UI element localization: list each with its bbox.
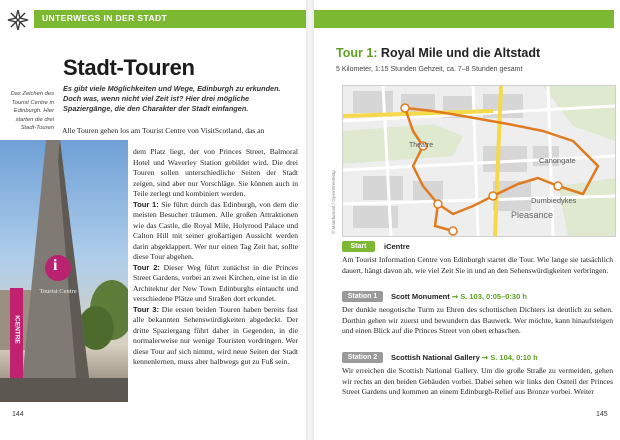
map-label-dumbiedykes: Dumbiedykes — [531, 196, 577, 205]
tour-title — [336, 46, 540, 60]
tour1-label: Tour 1: — [133, 199, 159, 209]
map-label-theatre: Theatre — [409, 142, 434, 149]
banner-text: iCENTRE — [13, 315, 21, 344]
tour3-label: Tour 3: — [133, 304, 159, 314]
photo-caption: Das Zeichen des Tourist Centre in Edinburgh. Hier starten die drei Stadt-Touren — [10, 91, 54, 132]
station1-text: Der dunkle neogotische Turm zu Ehren des schottischen Dichters ist deutlich zu sehen. Dorthin gehen wir zuerst und bewundern das Bauwerk. Wer möchte, kann hinaufsteigen und einen Blick auf die Princes Street von oben erhaschen. — [342, 305, 613, 335]
station2-text: Wir erreichen die Scottish National Gallery. Um die große Straße zu vermeiden, gehen wir rechts an den beiden Gebäuden vorbei. Dabei sehen wir links den Ostteil der Princes Street Gardens und kommen an einem Edinburgh-Relief aus Bronze vorbei. Weiter — [342, 366, 613, 396]
section-label: UNTERWEGS IN DER STADT — [42, 13, 168, 23]
map-label-canongate: Canongate — [539, 156, 576, 165]
station1-title: Scott Monument — [391, 292, 450, 301]
station1-ref: ➞ S. 103, 0:05–0:30 h — [449, 292, 527, 301]
page-number-left: 144 — [12, 411, 24, 418]
map-credit — [328, 140, 338, 235]
station1-badge: Station 1 — [342, 291, 383, 302]
right-page — [314, 0, 620, 440]
lead-paragraph — [62, 126, 298, 137]
left-page — [0, 0, 306, 440]
station2-ref: ➞ S. 104, 0:10 h — [479, 353, 538, 362]
station2-badge: Station 2 — [342, 352, 383, 363]
start-text: Am Tourist Information Centre von Edinburgh startet die Tour. Wie lange sie tatsächlich dauert, hängt davon ab, wie viel Zeit Sie in und an den Sehenswürdigkeiten verbringen. — [342, 255, 613, 275]
tour2-label: Tour 2: — [133, 262, 160, 272]
page-title: Stadt-Touren — [63, 55, 195, 80]
tour1-paragraph — [133, 200, 298, 263]
map-credit-text: © Mairdumont / OpenStreetMap — [331, 170, 336, 234]
lead-text: Alle Touren gehen los am Tourist Centre von VisitScotland, das an — [62, 126, 265, 135]
tour-map[interactable] — [342, 85, 616, 237]
tour-name: Royal Mile und die Altstadt — [377, 46, 541, 60]
guidebook-logo-icon — [6, 8, 30, 32]
tour2-text: Dieser Weg führt zunächst in die Princes Street Gardens, vorbei an zwei Kirchen, eine ist in die Architektur der New Town Edinburghs eintaucht und verschiedene Plätze und Straßen dort erkundet. — [133, 262, 298, 303]
tour2-paragraph — [133, 263, 298, 305]
page-number-right: 145 — [596, 411, 608, 418]
start-name: iCentre — [384, 242, 410, 251]
tour-number: Tour 1: — [336, 46, 378, 60]
sign-letter: i — [53, 257, 58, 274]
sign-text: Tourist Centre — [39, 288, 77, 295]
station2-name — [391, 352, 538, 363]
map-label-pleasance: Pleasance — [511, 210, 554, 220]
station1-name — [391, 291, 527, 302]
section-header-bar — [34, 10, 306, 28]
tourist-centre-photo — [0, 140, 128, 402]
tour1-text: Sie führt durch das Edinburgh, von dem die meisten Besucher träumen. Alle großen Attraktionen wie das Castle, die Royal Mile, Holyrood Palace und Calton Hill mit seiner großartigen Aussicht werden darin abgeklappert. Wer nur einen Tag Zeit hat, sollte diese Tour abgehen. — [133, 199, 298, 261]
tour3-text: Die ersten beiden Touren haben bereits fast alle bekannten Sehenswürdigkeiten abgedeckt. Der dritte Spaziergang führt daher in Gegenden, in die normalerweise nur wenige Touristen vordringen. Wer diese Tour auf sich nimmt, wird neue Seiten der Stadt kennenlernen, muss aber halbwegs gut zu Fuß sein. — [133, 304, 298, 366]
intro-text: Es gibt viele Möglichkeiten und Wege, Edinburgh zu erkunden. Doch was, wenn nicht viel Zeit ist? Hier drei mögliche Spaziergänge, die den Charakter der Stadt einfangen. — [63, 84, 281, 113]
tour-meta: 5 Kilometer, 1:15 Stunden Gehzeit, ca. 7–8 Stunden gesamt — [336, 66, 523, 73]
station2-title: Scottish National Gallery — [391, 353, 480, 362]
section-header-bar-right — [314, 10, 614, 28]
book-gutter — [306, 0, 314, 440]
body-intro: dem Platz liegt, der von Princes Street, Balmoral Hotel und Waverley Station gebildet wird. Die drei Touren sollen unterschiedliche Seiten der Stadt zeigen, sind aber nur Vorschläge. Sie können auch in Teile zerlegt und kombiniert werden. — [133, 147, 298, 198]
banner — [10, 288, 23, 378]
start-badge: Start — [342, 241, 375, 252]
tour3-paragraph — [133, 305, 298, 368]
body-column — [133, 147, 298, 368]
